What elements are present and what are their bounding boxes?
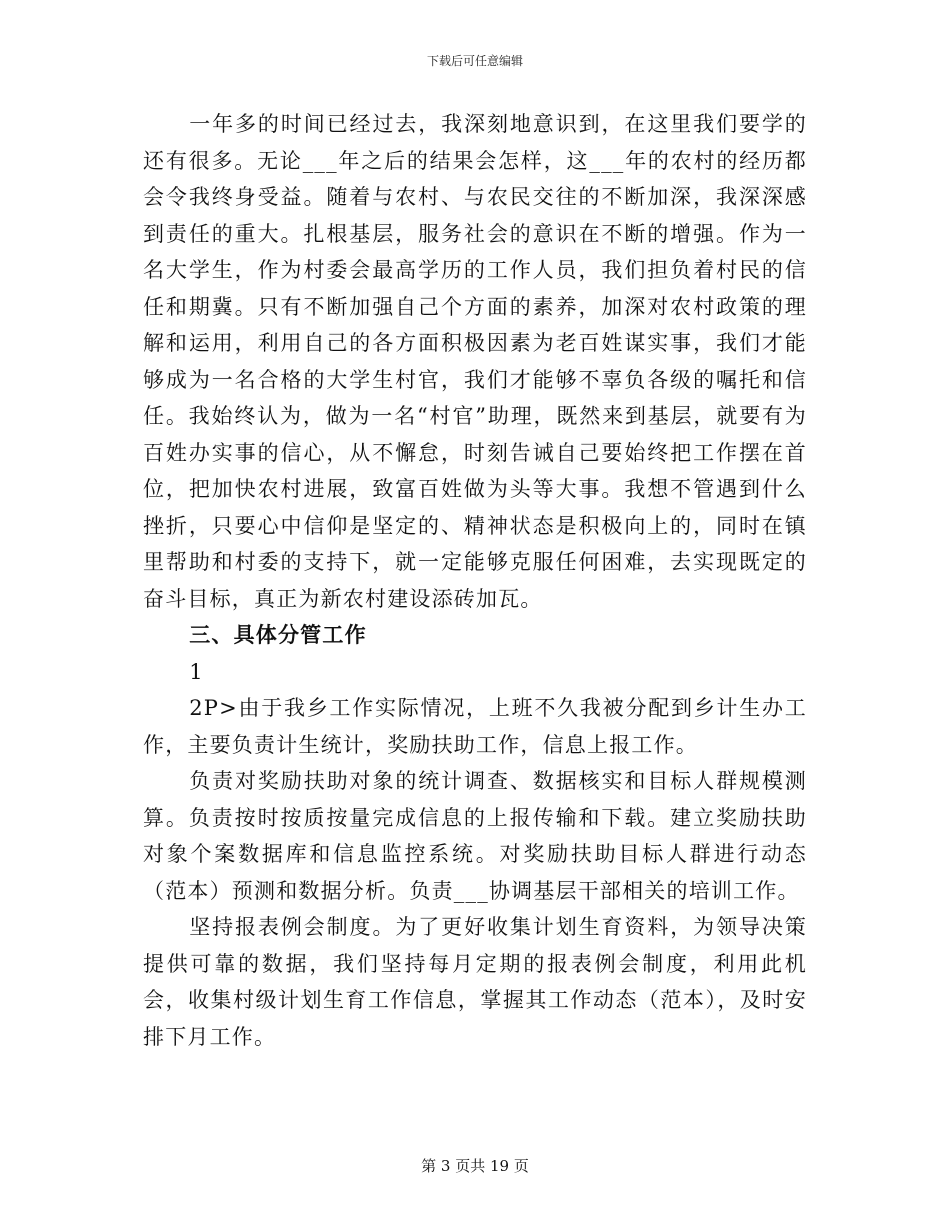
paragraph-reporting: 坚持报表例会制度。为了更好收集计划生育资料，为领导决策提供可靠的数据，我们坚持每月定期的报表例会制度，利用此机会，收集村级计划生育工作信息，掌握其工作动态（范本），及时安排下月工作。 <box>143 915 807 1049</box>
page-number: 第 3 页共 19 页 <box>421 1157 529 1175</box>
page-header <box>0 53 950 69</box>
paragraph-responsibilities: 负责对奖励扶助对象的统计调查、数据核实和目标人群规模测算。负责按时按质按量完成信息的上报传输和下载。建立奖励扶助对象个案数据库和信息监控系统。对奖励扶助目标人群进行动态（范本）预测和数据分析。负责___协调基层干部相关的培训工作。 <box>143 769 807 903</box>
header-text: 下载后可任意编辑 <box>426 54 523 68</box>
list-number: 1 <box>189 659 204 684</box>
page-footer <box>0 1156 950 1176</box>
document-body <box>143 106 807 1055</box>
section-heading: 三、具体分管工作 <box>189 622 367 647</box>
paragraph-intro: 一年多的时间已经过去，我深刻地意识到，在这里我们要学的还有很多。无论___年之后的结果会怎样，这___年的农村的经历都会令我终身受益。随着与农村、与农民交往的不断加深，我深深感到责任的重大。扎根基层，服务社会的意识在不断的增强。作为一名大学生，作为村委会最高学历的工作人员，我们担负着村民的信任和期冀。只有不断加强自己个方面的素养，加深对农村政策的理解和运用，利用自己的各方面积极因素为老百姓谋实事，我们才能够成为一名合格的大学生村官，我们才能够不辜负各级的嘱托和信任。我始终认为，做为一名“村官”助理，既然来到基层，就要有为百姓办实事的信心，从不懈怠，时刻告诫自己要始终把工作摆在首位，把加快农村进展，致富百姓做为头等大事。我想不管遇到什么挫折，只要心中信仰是坚定的、精神状态是积极向上的，同时在镇里帮助和村委的支持下，就一定能够克服任何困难，去实现既定的奋斗目标，真正为新农村建设添砖加瓦。 <box>143 112 807 611</box>
paragraph-assignment: 2P>由于我乡工作实际情况，上班不久我被分配到乡计生办工作，主要负责计生统计，奖励扶助工作，信息上报工作。 <box>143 696 807 757</box>
